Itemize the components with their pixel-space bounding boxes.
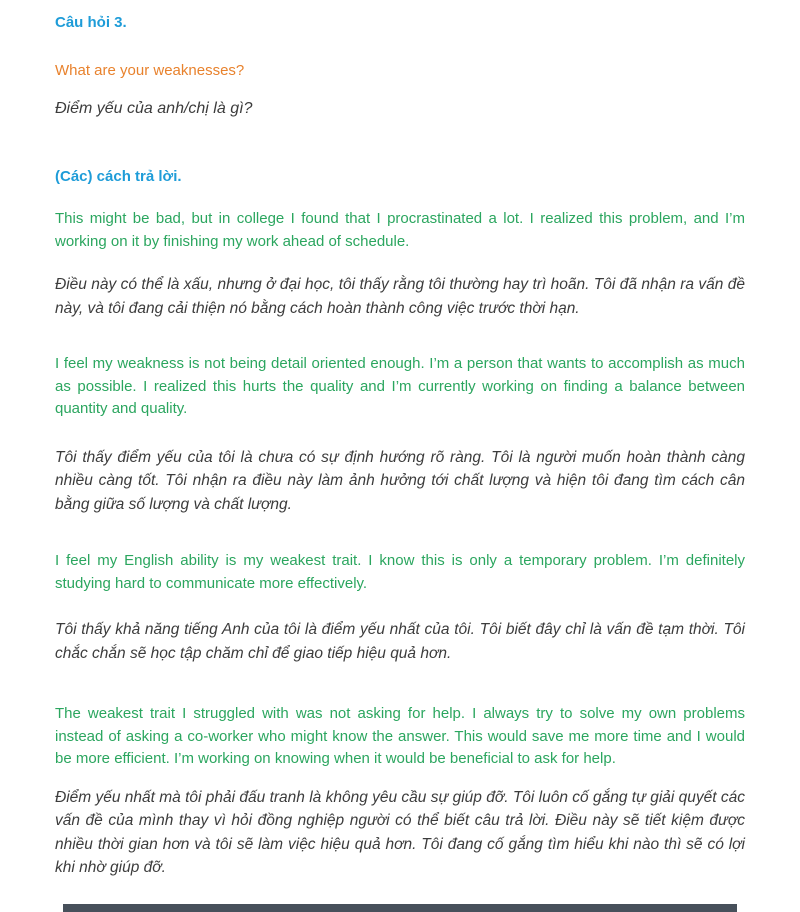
answer-1-vietnamese: Điều này có thể là xấu, nhưng ở đại học, tôi thấy rằng tôi thường hay trì hoãn. Tôi đã nhận ra vấn đề này, và tôi đang cải thiện nó bằng cách hoàn thành công việc trước thời hạn. — [55, 276, 745, 317]
answers-heading: (Các) cách trả lời. — [55, 168, 182, 185]
answer-3-vietnamese: Tôi thấy khả năng tiếng Anh của tôi là điểm yếu nhất của tôi. Tôi biết đây chỉ là vấn đề tạm thời. Tôi chắc chắn sẽ học tập chăm chỉ để giao tiếp hiệu quả hơn. — [55, 621, 745, 662]
answer-2-vietnamese: Tôi thấy điểm yếu của tôi là chưa có sự định hướng rõ ràng. Tôi là người muốn hoàn thành càng nhiều càng tốt. Tôi nhận ra điều này làm ảnh hưởng tới chất lượng và hiện tôi đang tìm cách cân bằng giữa số lượng và chất lượng. — [55, 448, 745, 513]
question-vietnamese: Điểm yếu của anh/chị là gì? — [55, 100, 253, 117]
answer-4-english: The weakest trait I struggled with was not asking for help. I always try to solve my own problems instead of asking a co-worker who might know the answer. This would save me more time and I would be more efficient. I’m working on knowing when it would be beneficial to ask for help. — [55, 705, 745, 767]
answer-1-english: This might be bad, but in college I found that I procrastinated a lot. I realized this problem, and I’m working on it by finishing my work ahead of schedule. — [55, 210, 745, 250]
question-english: What are your weaknesses? — [55, 62, 245, 79]
answer-3-english: I feel my English ability is my weakest trait. I know this is only a temporary problem. I’m definitely studying hard to communicate more effectively. — [55, 552, 745, 592]
answer-2-english: I feel my weakness is not being detail oriented enough. I’m a person that wants to accomplish as much as possible. I realized this hurts the quality and I’m currently working on finding a balance between quantity and quality. — [55, 355, 745, 417]
next-page-top-edge — [63, 904, 737, 912]
question-number-heading: Câu hỏi 3. — [55, 14, 127, 31]
answer-4-vietnamese: Điểm yếu nhất mà tôi phải đấu tranh là không yêu cầu sự giúp đỡ. Tôi luôn cố gắng tự giải quyết các vấn đề của mình thay vì hỏi đồng nghiệp người có thể biết câu trả lời. Điều này sẽ tiết kiệm được nhiều thời gian hơn và tôi sẽ làm việc hiệu quả hơn. Tôi đang cố gắng tìm hiểu khi nào thì sẽ có lợi khi nhờ giúp đỡ. — [55, 788, 745, 876]
